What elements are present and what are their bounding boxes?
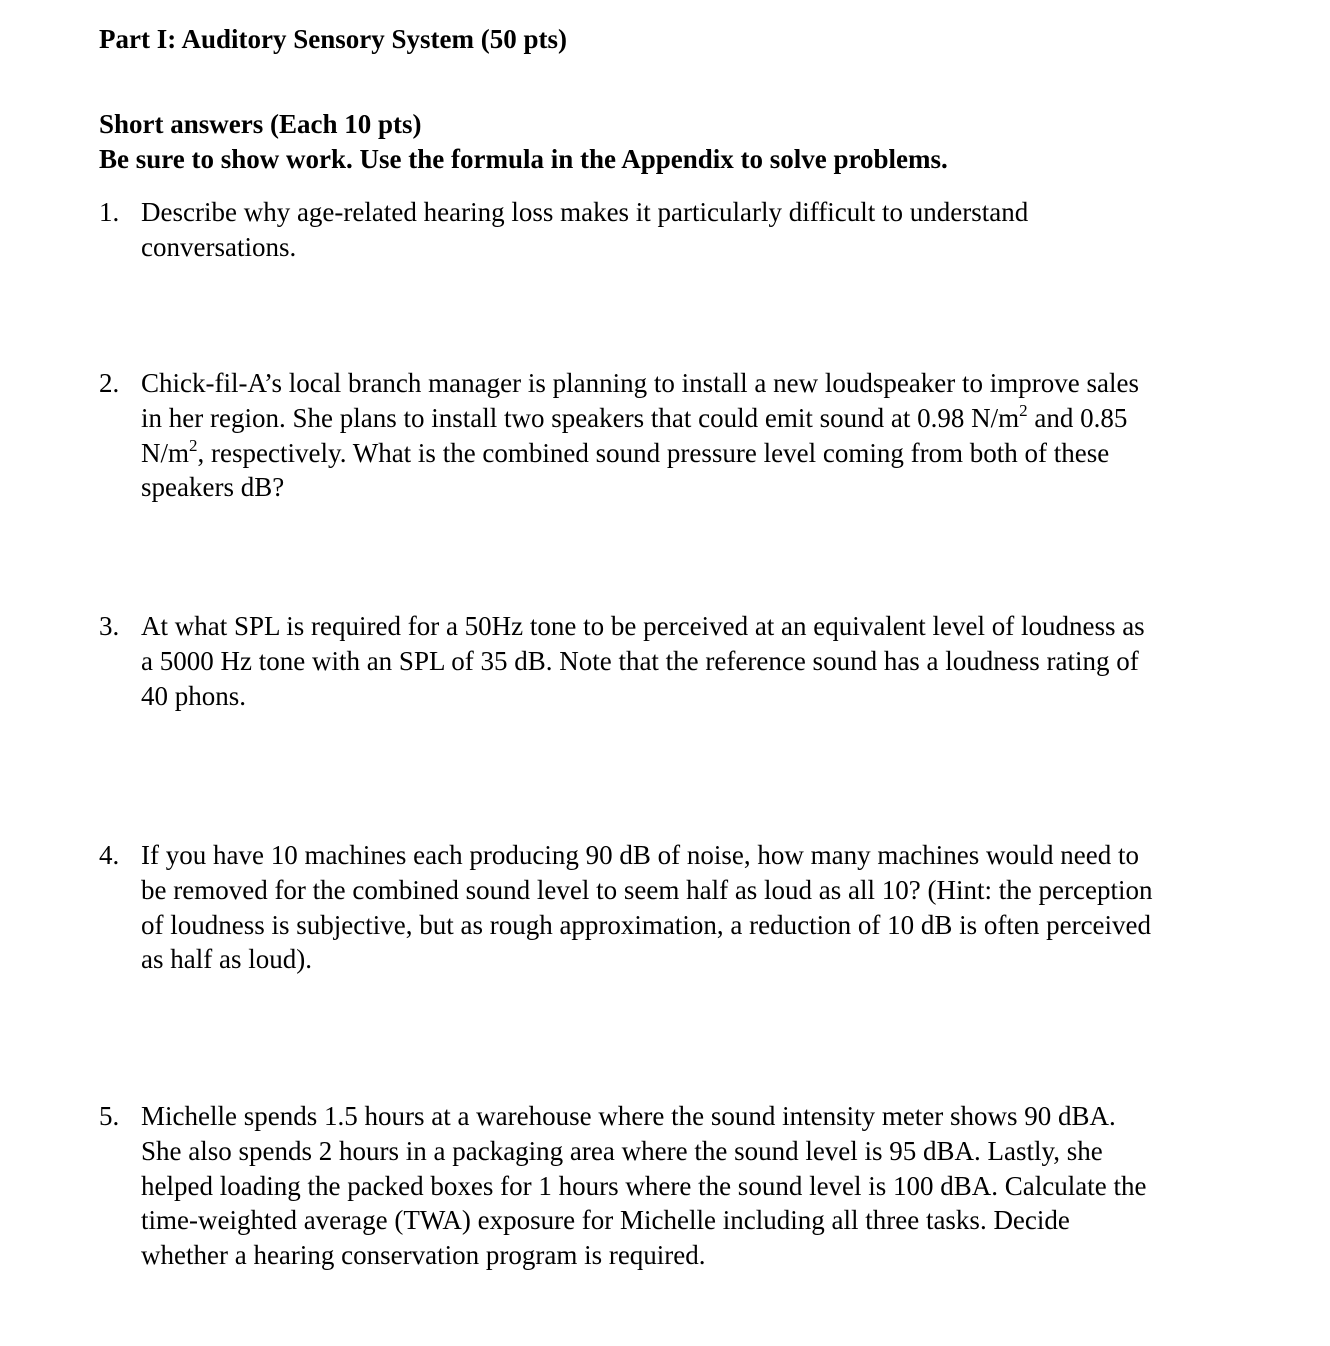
question-line: as half as loud).: [141, 944, 312, 975]
question-line: Chick-fil-A’s local branch manager is planning to install a new loudspeaker to improve sales: [141, 368, 1139, 398]
section-title: Short answers (Each 10 pts): [99, 109, 422, 139]
question-number: 2.: [99, 368, 120, 398]
question-number: 4.: [99, 840, 120, 870]
question-line: whether a hearing conservation program is required.: [141, 1240, 706, 1271]
question-number: 1.: [99, 197, 120, 227]
question-line: Describe why age-related hearing loss makes it particularly difficult to understand: [141, 197, 1029, 227]
question-text: [141, 838, 1209, 977]
section-instruction: Be sure to show work. Use the formula in the Appendix to solve problems.: [99, 144, 948, 174]
question-line-part: in her region. She plans to install two speakers that could emit sound at 0.98 N/m: [141, 402, 1020, 433]
question-line: 40 phons.: [141, 680, 247, 711]
superscript: 2: [1019, 400, 1028, 420]
question-line: [141, 436, 1209, 471]
question-line-part: , respectively. What is the combined sound pressure level coming from both of these: [197, 437, 1110, 468]
question-5: [99, 1099, 1209, 1273]
question-3: [99, 609, 1209, 713]
question-line: time-weighted average (TWA) exposure for Michelle including all three tasks. Decide: [141, 1205, 1070, 1236]
question-line: She also spends 2 hours in a packaging area where the sound level is 95 dBA. Lastly, she: [141, 1135, 1103, 1166]
question-line: a 5000 Hz tone with an SPL of 35 dB. Note that the reference sound has a loudness rating of: [141, 645, 1139, 676]
question-line: helped loading the packed boxes for 1 hours where the sound level is 100 dBA. Calculate the: [141, 1170, 1147, 1201]
question-text: [141, 609, 1209, 713]
question-line-part: and 0.85: [1027, 402, 1128, 433]
question-number: 5.: [99, 1101, 120, 1131]
question-line: be removed for the combined sound level to seem half as loud as all 10? (Hint: the perception: [141, 874, 1153, 905]
question-line-part: N/m: [141, 437, 190, 468]
superscript: 2: [189, 435, 198, 455]
question-2: [99, 366, 1209, 505]
question-text: [141, 1099, 1209, 1273]
question-number: 3.: [99, 611, 120, 641]
question-line: If you have 10 machines each producing 90 dB of noise, how many machines would need to: [141, 840, 1139, 870]
question-line: speakers dB?: [141, 472, 285, 503]
question-line: conversations.: [141, 231, 297, 262]
question-4: [99, 838, 1209, 977]
section-heading: [99, 107, 948, 177]
part-title: Part I: Auditory Sensory System (50 pts): [99, 24, 567, 54]
question-text: [141, 366, 1209, 505]
question-line: [141, 401, 1209, 436]
question-text: [141, 195, 1209, 265]
question-1: [99, 195, 1209, 265]
question-line: of loudness is subjective, but as rough approximation, a reduction of 10 dB is often perceived: [141, 909, 1152, 940]
question-line: Michelle spends 1.5 hours at a warehouse where the sound intensity meter shows 90 dBA.: [141, 1101, 1116, 1131]
question-line: At what SPL is required for a 50Hz tone to be perceived at an equivalent level of loudness as: [141, 611, 1145, 641]
